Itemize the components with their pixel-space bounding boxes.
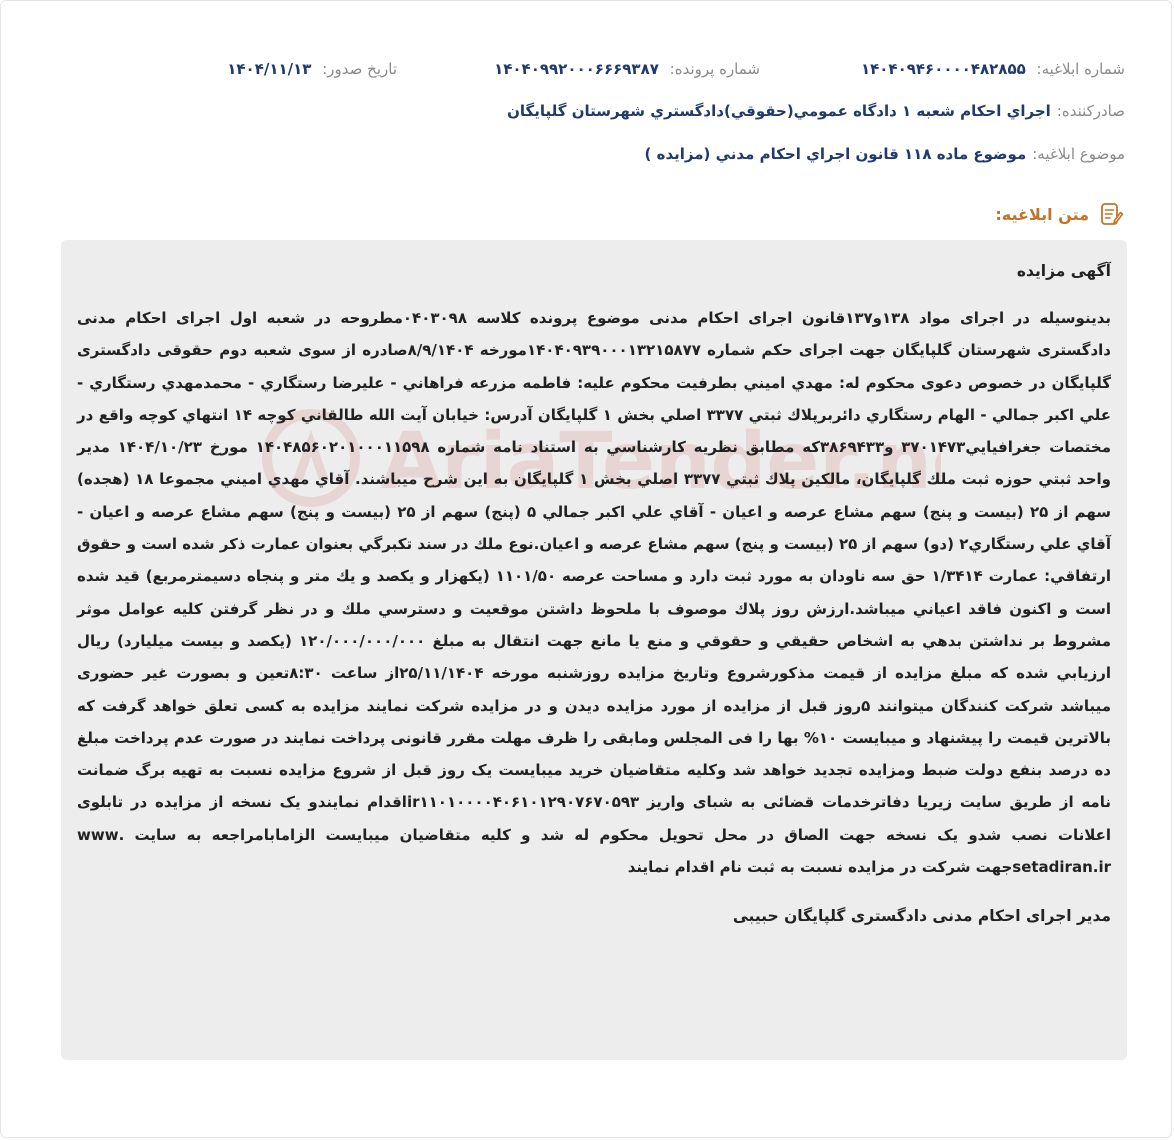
issue-date-label: تاريخ صدور:	[322, 60, 397, 78]
issue-date-value: ۱۴۰۴/۱۱/۱۳	[227, 60, 312, 78]
subject-value: موضوع ماده ۱۱۸ قانون اجراي احکام مدني (مزايده )	[644, 145, 1027, 163]
watermark-text: AriaTender.n	[381, 417, 932, 507]
subject-label: موضوع ابلاغيه:	[1032, 145, 1125, 163]
notice-paragraph: بدینوسیله در اجرای مواد ۱۳۸و۱۳۷قانون اجرای احکام مدنی موضوع پرونده کلاسه ۰۴۰۳۰۹۸مطروحه در شعبه اول اجرای احکام مدنی دادگستری شهرستان گلپایگان جهت اجرای حکم شماره ۱۴۰۴۰۹۳۹۰۰۰۱۳۲۱۵۸۷۷مورخه ۸/۹/۱۴۰۴صادره از سوی شعبه دوم حقوقی دادگستری گلپایگان در خصوص دعوی محکوم له: مهدي اميني بطرفيت محکوم عليه: فاطمه مزرعه فراهاني - عليرضا رستگاري - محمدمهدي رستگاري - علي اکبر جمالي - الهام رستگاري دائربرپلاك ثبتي ۳۳۷۷ اصلي بخش ۱ گلپايگان آدرس: خيابان آيت الله طالقاني کوچه ۱۴ انتهاي کوچه واقع در مختصات جغرافيايي۳۷۰۱۴۷۳ و۳۸۶۹۴۳۳که مطابق نظريه کارشناسي به استناد نامه شماره ۱۴۰۴۸۵۶۰۲۰۱۰۰۰۱۱۵۹۸ مورخ ۱۴۰۴/۱۰/۲۳ مدير واحد ثبتي حوزه ثبت ملك گلپايگان، مالکين پلاك ثبتي ۳۳۷۷ اصلي بخش ۱ گلپايگان به اين شرح ميباشند. آقاي مهدي اميني مجموعا ۱۸ (هجده) سهم از ۲۵ (بيست و پنج) سهم مشاع عرصه و اعيان - آقاي علي اکبر جمالي ۵ (پنج) سهم از ۲۵ (بيست و پنج) سهم مشاع عرصه و اعيان - آقاي علي رستگاري۲ (دو) سهم از ۲۵ (بيست و پنج) سهم مشاع عرصه و اعيان.نوع ملك در سند تکبرگي بعنوان عمارت ذکر شده است و حقوق ارتفاقي: عمارت ۱/۳۴۱۴ حق سه ناودان به مورد ثبت دارد و مساحت عرصه ۱۱۰۱/۵۰ (يکهزار و يکصد و يك متر و پنجاه دسيمترمربع) قيد شده است و اکنون فاقد اعياني ميباشد.ارزش روز پلاك موصوف با ملحوظ داشتن موقعيت و دسترسي ملك و در نظر گرفتن کليه عوامل موثر مشروط بر نداشتن بدهي به اشخاص حقيقي و حقوقي و منع يا مانع جهت انتقال به مبلغ ۱۲۰/۰۰۰/۰۰۰/۰۰۰ (يکصد و بيست ميليارد) ريال ارزيابي شده که مبلغ مزایده از قیمت مذکورشروع وتاریخ مزایده روزشنبه مورخه ۲۵/۱۱/۱۴۰۴از ساعت ۸:۳۰تعین و بصورت غیر حضوری میباشد شرکت کنندگان میتوانند ۵روز قبل از مزایده از مورد مزایده دیدن و در مزایده شرکت نمایند مزایده به کسی تعلق خواهد گرفت که بالاترین قیمت را پیشنهاد و میبایست ۱۰% بها را فی المجلس ومابقی را ظرف مهلت مقرر قانونی پرداخت نمایند در صورت عدم پرداخت مبلغ ده درصد بنفع دولت ضبط ومزایده تجدید خواهد شد وکلیه متقاضیان خرید میبایست یک روز قبل از شروع مزایده نسبت به تهیه برگ ضمانت نامه از طریق سایت زیریا دفاترخدمات قضائی به شبای واریز ir۱۱۰۱۰۰۰۰۴۰۶۱۰۱۲۹۰۷۶۷۰۵۹۳اقدام نمایندو یک نسخه از مزایده در تابلوی اعلانات نصب شدو یک نسخه جهت الصاق در محل تحویل محکوم له شد و کلیه متقاضیان میبایست الزامابامراجعه به سایت .www setadiran.irجهت شرکت در مزایده نسبت به ثبت نام اقدام نمایند	[77, 309, 1112, 877]
notice-signature: مدیر اجرای احکام مدنی دادگستری گلپایگان حبیبی	[732, 907, 1111, 926]
issue-date	[227, 57, 397, 81]
subject-row	[47, 142, 1125, 166]
notice-number	[861, 57, 1125, 81]
notice-text-title: متن ابلاغيه:	[995, 204, 1089, 224]
case-number-label: شماره پرونده:	[669, 60, 760, 78]
issuer-label: صادرکننده:	[1056, 102, 1125, 120]
case-number-value: ۱۴۰۴۰۹۹۲۰۰۰۶۶۶۹۳۸۷	[494, 60, 659, 78]
notice-text-section-title	[995, 201, 1125, 227]
notice-number-label: شماره ابلاغيه:	[1036, 60, 1125, 78]
case-number	[494, 57, 760, 81]
notice-body	[61, 240, 1127, 1060]
issuer-row	[47, 99, 1125, 123]
document-edit-icon	[1099, 201, 1125, 227]
issuer-value: اجراي احکام شعبه ۱ دادگاه عمومي(حقوقي)دادگستري شهرستان گلپايگان	[507, 102, 1051, 120]
notice-number-value: ۱۴۰۴۰۹۴۶۰۰۰۰۴۸۲۸۵۵	[860, 60, 1026, 78]
notice-heading: آگهی مزایده	[1016, 262, 1111, 280]
